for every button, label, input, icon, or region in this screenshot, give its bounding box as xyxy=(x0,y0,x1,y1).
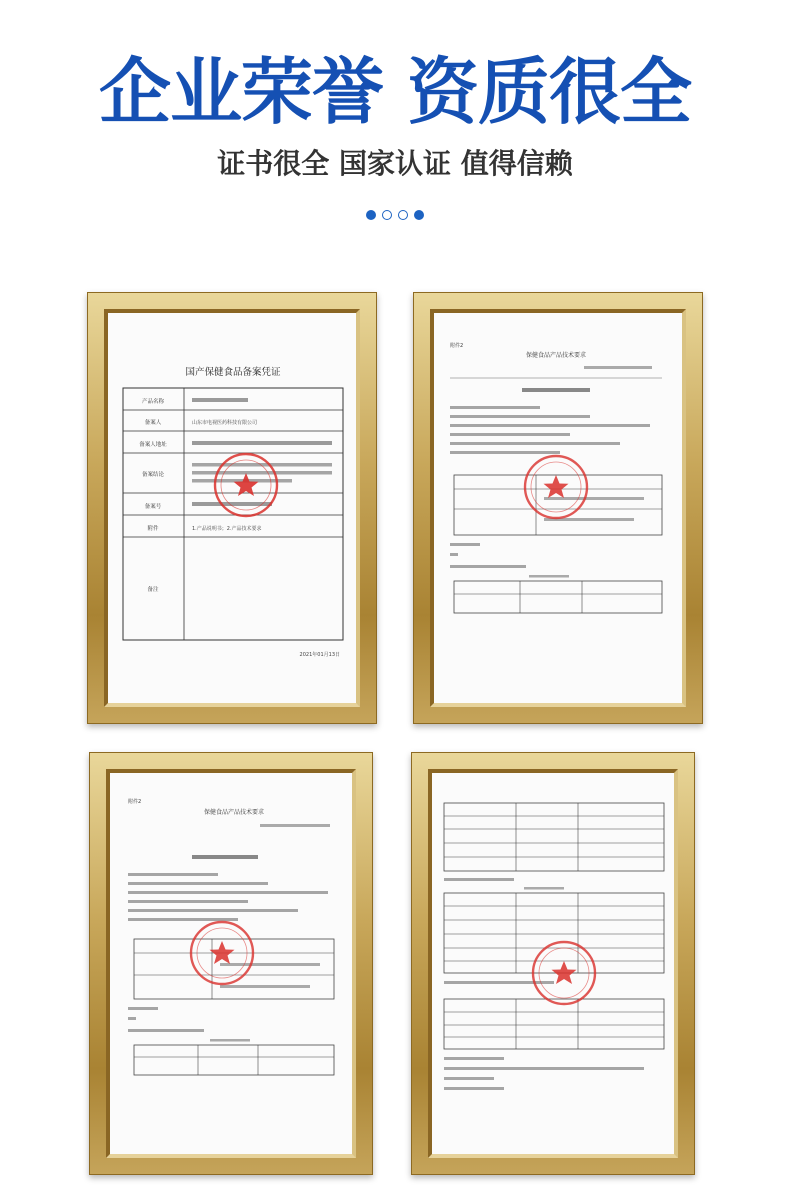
doc1-row6-value: 1.产品说明书；2.产品技术要求 xyxy=(192,526,262,532)
certificate-document-3 xyxy=(106,769,356,1158)
dot-4 xyxy=(414,210,424,220)
doc1-row4-label: 备案结论 xyxy=(141,472,165,478)
dot-2 xyxy=(382,210,392,220)
doc2-corner-label: 附件2 xyxy=(450,343,464,349)
certificate-document-4 xyxy=(428,769,678,1158)
page-subtitle: 证书很全 国家认证 值得信赖 xyxy=(217,147,573,180)
doc3-corner-label: 附件2 xyxy=(128,799,142,805)
dot-3 xyxy=(398,210,408,220)
doc1-row1-label: 产品名称 xyxy=(141,399,165,405)
certificate-frame-3 xyxy=(89,752,373,1175)
certificate-frame-4 xyxy=(411,752,695,1175)
certificate-frame-2 xyxy=(413,292,703,724)
doc1-title: 国产保健食品备案凭证 xyxy=(185,367,281,378)
doc1-row7-label: 备注 xyxy=(147,587,159,593)
page-title: 企业荣誉 资质很全 xyxy=(98,50,692,134)
doc3-title: 保健食品产品技术要求 xyxy=(203,809,265,816)
doc2-title: 保健食品产品技术要求 xyxy=(525,352,587,359)
dot-1 xyxy=(366,210,376,220)
doc1-date: 2021年01月13日 xyxy=(299,652,340,658)
pagination-dots xyxy=(0,210,790,226)
doc1-row2-value: 山东市电视医药科技有限公司 xyxy=(192,420,258,426)
doc1-row6-label: 附件 xyxy=(147,526,159,532)
certificate-document-2 xyxy=(430,309,686,707)
doc1-row5-label: 备案号 xyxy=(144,504,162,510)
doc1-row3-label: 备案人地址 xyxy=(139,442,167,448)
doc1-row2-label: 备案人 xyxy=(144,420,162,426)
certificate-frame-1 xyxy=(87,292,377,724)
certificate-document-1 xyxy=(104,309,360,707)
